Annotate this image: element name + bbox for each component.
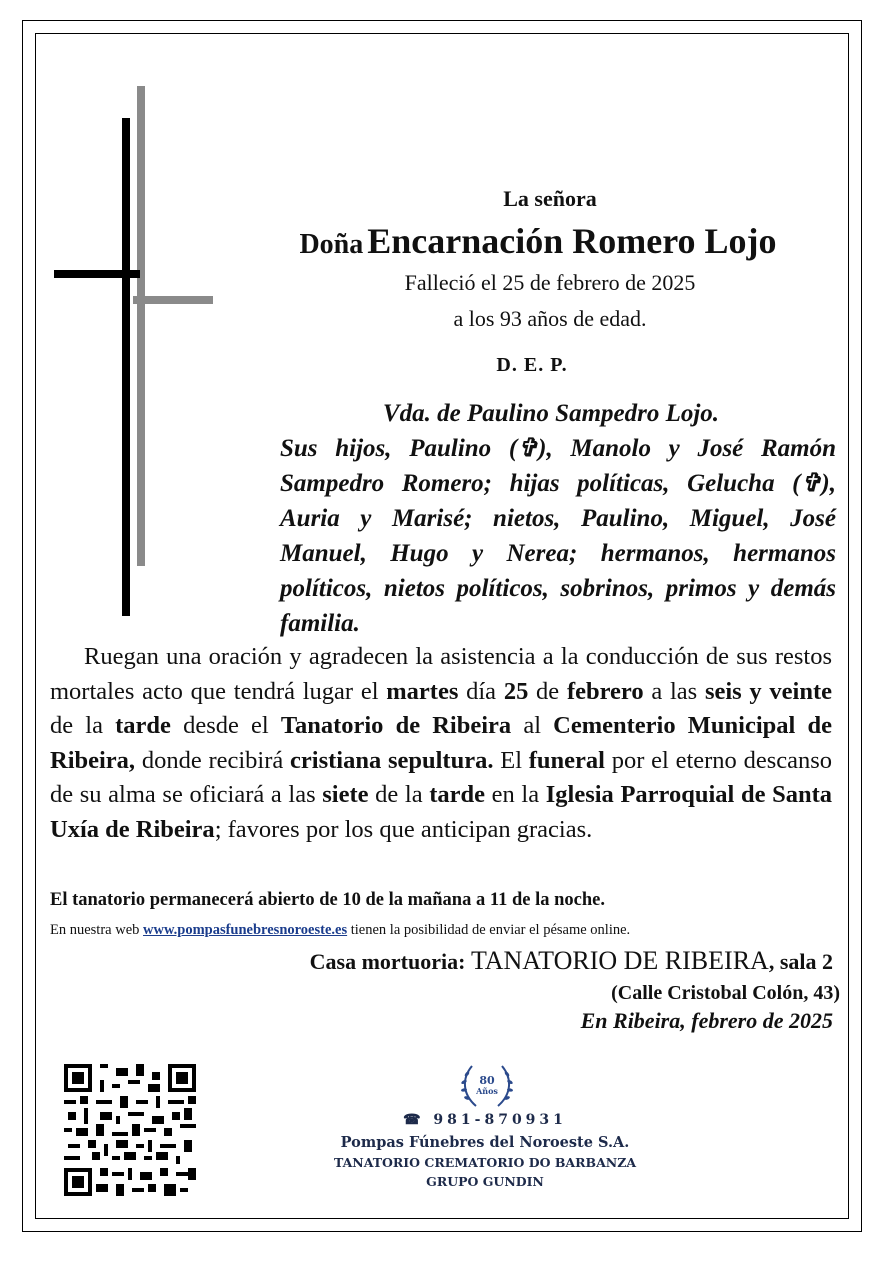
cemetery: Cementerio Municipal de Ribeira, [50, 712, 832, 774]
name-text: Encarnación Romero Lojo [367, 221, 777, 261]
text: Ruegan una oración y agradecen la asistencia a la conducción de sus restos mortales acto que tendrá lugar el [50, 643, 832, 705]
funeral-label: funeral [528, 746, 605, 774]
text: al [511, 712, 554, 739]
web-suffix: tienen la posibilidad de enviar el pésame online. [347, 922, 631, 938]
badge-number: 80 [479, 1074, 495, 1087]
web-prefix: En nuestra web [50, 922, 144, 938]
announcement [50, 640, 832, 847]
time: seis y veinte [704, 677, 833, 705]
origin-venue: Tanatorio de Ribeira [280, 712, 512, 739]
text: desde el [170, 712, 281, 739]
text: ; favores por los que anticipan gracias. [214, 815, 593, 843]
funeral-home-label: Casa mortuoria: [309, 949, 471, 974]
text: día [458, 677, 504, 705]
deceased-name [238, 220, 838, 262]
age-line: a los 93 años de edad. [453, 306, 647, 331]
text: El [493, 746, 529, 774]
funeral-time-of-day: tarde [429, 781, 486, 808]
dep-label: D. E. P. [496, 354, 568, 376]
telephone-icon: ☎ [403, 1112, 425, 1128]
day-name: martes [386, 677, 459, 705]
place-date: En Ribeira, febrero de 2025 [580, 1008, 833, 1033]
burial: cristiana sepultura. [290, 746, 494, 774]
text: de la [50, 712, 116, 739]
phone-number: 981-870931 [433, 1112, 567, 1128]
salutation: La señora [503, 186, 597, 211]
funeral-hour: siete [322, 781, 369, 808]
family-block [246, 396, 836, 641]
qr-code[interactable] [64, 1064, 196, 1196]
family-text: Sus hijos, Paulino (✞), Manolo y José Ramón Sampedro Romero; hijas políticas, Gelucha (✞), Auria y Marisé; nietos, Paulino, Miguel, José Manuel, Hugo y Nerea; hermanos, hermanos políticos, nietos políticos, sobrinos, primos y demás familia. [280, 435, 836, 637]
text: de [528, 677, 567, 705]
laurel-anniversary-badge [458, 1058, 516, 1114]
company-footer [300, 1112, 670, 1189]
text: por el eterno descanso de su alma se oficiará a las [50, 746, 833, 808]
funeral-home-line [100, 946, 833, 976]
company-line-2: TANATORIO CREMATORIO DO BARBANZA [333, 1155, 637, 1170]
death-date: Falleció el 25 de febrero de 2025 [404, 270, 696, 295]
widow-line: Vda. de Paulino Sampedro Lojo. [382, 400, 720, 427]
church: Iglesia Parroquial de Santa Uxía de Ribeira [50, 781, 833, 843]
opening-hours: El tanatorio permanecerá abierto de 10 de la mañana a 11 de la noche. [50, 890, 605, 910]
company-line-3: GRUPO GUNDIN [426, 1174, 544, 1189]
website-link[interactable]: www.pompasfunebresnoroeste.es [143, 922, 348, 938]
text: a las [643, 677, 705, 705]
text: donde recibirá [135, 746, 291, 774]
name-prefix: Doña [299, 229, 364, 260]
web-notice [50, 922, 840, 939]
address: (Calle Cristobal Colón, 43) [611, 982, 840, 1004]
text: en la [485, 781, 546, 808]
day-number: 25 [503, 677, 529, 705]
text: de la [368, 781, 430, 808]
time-of-day: tarde [115, 712, 171, 739]
month: febrero [566, 677, 644, 705]
badge-word: Años [476, 1086, 498, 1096]
room: , sala 2 [768, 949, 833, 974]
funeral-home-name: TANATORIO DE RIBEIRA [470, 946, 769, 975]
phone-line [300, 1112, 670, 1128]
company-name: Pompas Fúnebres del Noroeste S.A. [340, 1134, 630, 1151]
